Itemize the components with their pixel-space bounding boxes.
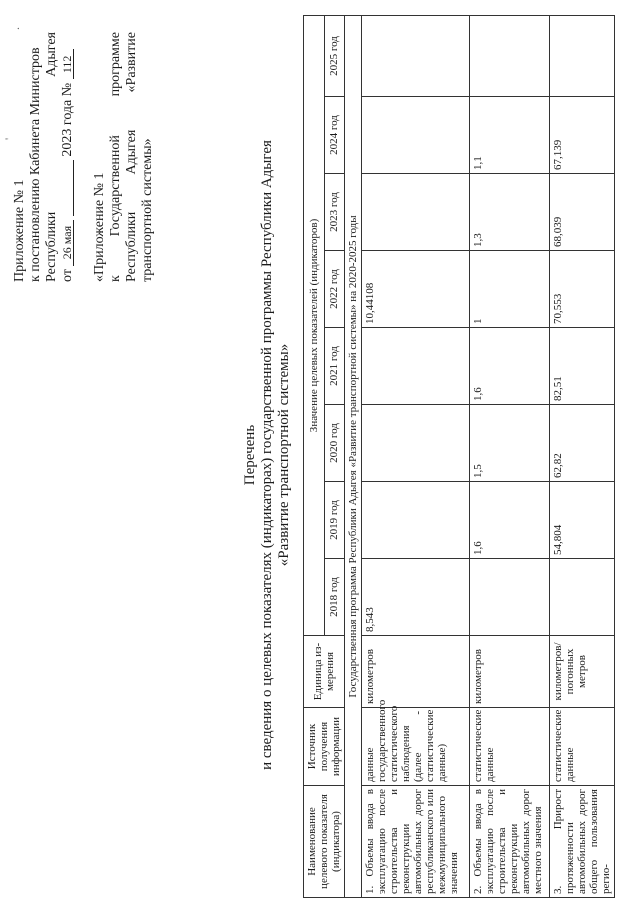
value-cell [362,328,470,405]
document-title: Перечень [242,424,258,486]
date-prefix: от [60,269,75,282]
indicator-unit: километров [362,636,470,708]
year-header: 2021 год [324,328,345,405]
document-subtitle: и сведения о целевых показателях (индикаторах) государственной программы Республики Адыгея [259,140,275,770]
value-cell: 82,51 [550,328,615,405]
col-header-source: Источник получения информации [304,708,345,786]
year-header: 2022 год [324,251,345,328]
table-row [550,15,615,897]
scan-mark: ' [2,137,16,140]
prior-appendix-word-k: к [108,275,123,282]
value-cell: 1,6 [470,482,550,559]
indicator-source: статистические данные [470,708,550,786]
year-header: 2025 год [324,15,345,96]
prior-appendix-word-program: программе [108,32,123,97]
date-year-number-label: 2023 года № [60,82,75,157]
prior-appendix-word-development: «Развитие [124,32,139,93]
value-cell [470,15,550,96]
value-cell: 1,1 [470,97,550,174]
col-header-name: Наименование целевого показателя (индикатора) [304,786,345,898]
prior-appendix-word-adygea: Адыгея [124,129,139,175]
indicator-source: статистические данные [550,708,615,786]
date-blank [61,160,74,216]
value-cell [550,15,615,96]
value-cell: 70,553 [550,251,615,328]
year-header: 2020 год [324,405,345,482]
value-cell: 54,804 [550,482,615,559]
value-cell: 8,543 [362,559,470,636]
year-header: 2019 год [324,482,345,559]
value-cell: 68,039 [550,174,615,251]
indicator-source: данные государственного статистического наблюдения (далее - статистические данные) [362,708,470,786]
value-cell: 10,44108 [362,251,470,328]
col-header-values: Значение целевых показателей (индикаторов) [304,15,325,635]
col-header-unit: Единица из-мерения [304,636,345,708]
prior-appendix-line3 [124,32,140,282]
value-cell: 62,82 [550,405,615,482]
date-day: 26 мая [61,220,74,266]
prior-appendix-title: «Приложение № 1 [92,172,107,282]
value-cell [362,174,470,251]
appendix-title: Приложение № 1 [12,179,27,282]
indicator-name: 1. Объемы ввода в эксплуатацию после строительства и реконструкции автомобильных дорог республиканского или межмуниципального значения [362,786,470,898]
scan-mark: . [8,27,22,30]
appendix-republic-line [44,32,60,282]
adygea-word: Адыгея [44,32,59,77]
value-cell: 1,3 [470,174,550,251]
indicator-name: 3. Прирост протяженности автомобильных дорог общего пользования регио- [550,786,615,898]
year-header: 2018 год [324,559,345,636]
appendix-date-line [60,49,76,282]
indicators-table [303,15,615,898]
prior-appendix-word-republic: Республики [124,211,139,282]
value-cell [470,559,550,636]
table-row [362,15,470,897]
program-row-cell: Государственная программа Республики Адыгея «Развитие транспортной системы» на 2020-2025 годы [345,15,362,897]
document-program-name: «Развитие транспортной системы» [276,343,292,567]
prior-appendix-line2 [108,32,124,282]
date-number: 112 [61,49,74,79]
value-cell: 67,139 [550,97,615,174]
indicator-unit: километров [470,636,550,708]
appendix-decree-line: к постановлению Кабинета Министров [28,47,43,282]
year-header: 2023 год [324,174,345,251]
value-cell: 1 [470,251,550,328]
program-row [345,15,362,897]
prior-appendix-word-state: Государственной [108,135,123,237]
indicator-name: 2. Объемы ввода в эксплуатацию после строительства и реконструкции автомобильных дорог местного значения [470,786,550,898]
value-cell [362,482,470,559]
value-cell [362,97,470,174]
value-cell: 1,5 [470,405,550,482]
value-cell: 1,6 [470,328,550,405]
prior-appendix-line4: транспортной системы» [140,138,155,282]
table-row [470,15,550,897]
value-cell [362,15,470,96]
value-cell [362,405,470,482]
table-header-row [304,15,325,897]
indicator-unit: километров/ погонных метров [550,636,615,708]
value-cell [550,559,615,636]
year-header: 2024 год [324,97,345,174]
republic-word: Республики [44,211,59,282]
